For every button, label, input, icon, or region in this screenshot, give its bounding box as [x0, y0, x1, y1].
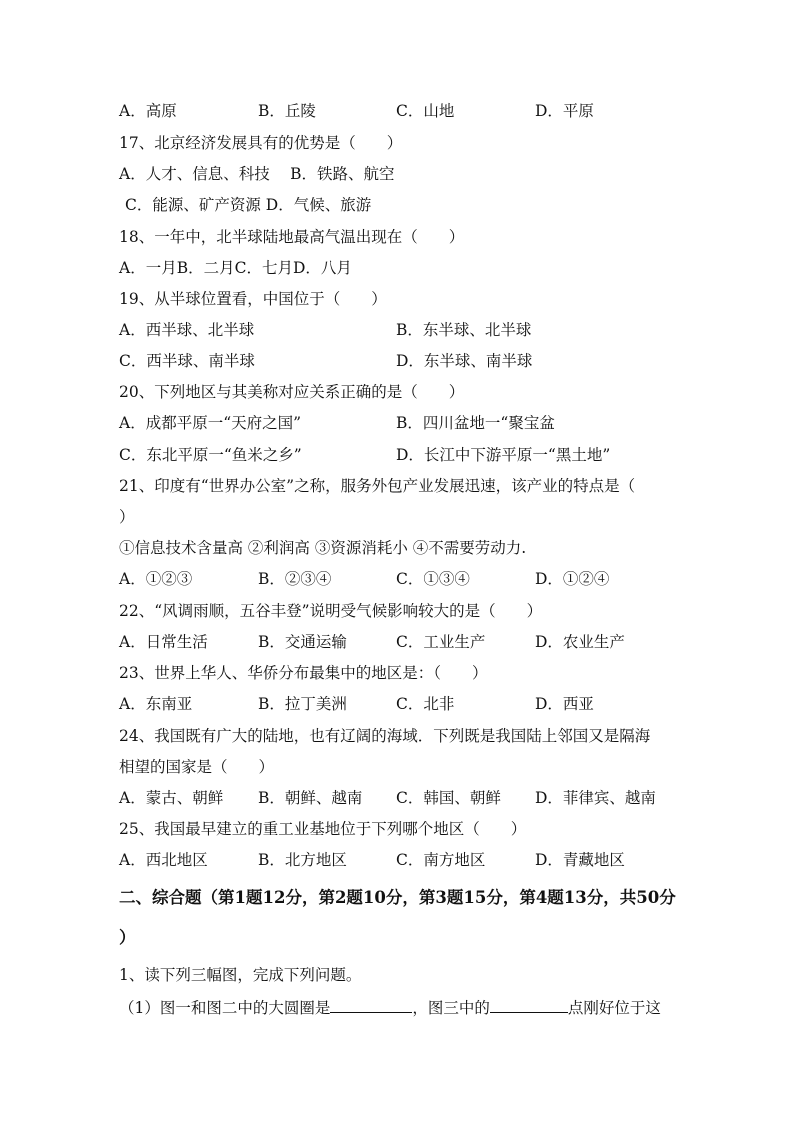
q24-option-a: A．蒙古、朝鲜 — [119, 789, 224, 807]
q24-option-c: C．韩国、朝鲜 — [396, 789, 501, 807]
q16-option-d: D．平原 — [535, 102, 594, 120]
q17-stem: 17、北京经济发展具有的优势是（ ） — [119, 134, 403, 152]
q22-option-c: C．工业生产 — [396, 633, 486, 651]
q21-option-b: B．②③④ — [258, 570, 332, 588]
q21-items: ①信息技术含量高 ②利润高 ③资源消耗小 ④不需要劳动力. — [119, 539, 527, 557]
q20-option-d: D．长江中下游平原一“黑土地” — [396, 446, 611, 464]
q19-stem: 19、从半球位置看，中国位于（ ） — [119, 290, 387, 308]
part1-text-b: ，图三中的 — [412, 999, 490, 1017]
answer-blank-2[interactable] — [490, 996, 568, 1013]
q24-option-b: B．朝鲜、越南 — [258, 789, 363, 807]
part1-text-c: 点刚好位于这 — [567, 999, 661, 1017]
q17-options-cd: C．能源、矿产资源 D．气候、旅游 — [125, 196, 372, 214]
q19-option-a: A．西半球、北半球 — [119, 321, 255, 339]
q24-stem: 24、我国既有广大的陆地，也有辽阔的海域．下列既是我国陆上邻国又是隔海 — [119, 727, 651, 745]
q16-option-c: C．山地 — [396, 102, 455, 120]
q22-option-b: B．交通运输 — [258, 633, 347, 651]
q22-option-a: A．日常生活 — [119, 633, 208, 651]
q24-stem-cont: 相望的国家是（ ） — [119, 758, 275, 776]
q25-stem: 25、我国最早建立的重工业基地位于下列哪个地区（ ） — [119, 820, 527, 838]
q21-option-c: C．①③④ — [396, 570, 470, 588]
answer-blank-1[interactable] — [330, 996, 412, 1013]
q20-option-b: B．四川盆地一“聚宝盆 — [396, 414, 555, 432]
section-2-title-cont: ） — [119, 928, 136, 947]
q16-option-a: A．高原 — [119, 102, 177, 120]
q23-option-a: A．东南亚 — [119, 695, 193, 713]
q25-option-a: A．西北地区 — [119, 851, 208, 869]
section-2-title: 二、综合题（第1题12分，第2题10分，第3题15分，第4题13分，共50分 — [119, 888, 676, 907]
q23-option-d: D．西亚 — [535, 695, 594, 713]
composite-q1-part1 — [119, 996, 661, 1016]
q21-option-d: D．①②④ — [535, 570, 610, 588]
part1-text-a: （1）图一和图二中的大圆圈是 — [119, 999, 331, 1017]
q19-option-b: B．东半球、北半球 — [396, 321, 532, 339]
q25-option-d: D．青藏地区 — [535, 851, 625, 869]
q21-stem-cont: ） — [119, 508, 135, 526]
q22-stem: 22、“风调雨顺，五谷丰登”说明受气候影响较大的是（ ） — [119, 602, 543, 620]
q23-stem: 23、世界上华人、华侨分布最集中的地区是：（ ） — [119, 664, 488, 682]
q20-option-a: A．成都平原一“天府之国” — [119, 414, 302, 432]
composite-q1-stem: 1、读下列三幅图，完成下列问题。 — [119, 966, 362, 984]
q21-stem: 21、印度有“世界办公室”之称，服务外包产业发展迅速，该产业的特点是（ — [119, 477, 636, 495]
q22-option-d: D．农业生产 — [535, 633, 625, 651]
q23-option-b: B．拉丁美洲 — [258, 695, 347, 713]
q20-option-c: C．东北平原一“鱼米之乡” — [119, 446, 302, 464]
q21-option-a: A．①②③ — [119, 570, 193, 588]
q24-option-d: D．菲律宾、越南 — [535, 789, 656, 807]
q20-stem: 20、下列地区与其美称对应关系正确的是（ ） — [119, 383, 465, 401]
q19-option-d: D．东半球、南半球 — [396, 352, 533, 370]
q17-options-ab: A．人才、信息、科技 B．铁路、航空 — [119, 165, 395, 183]
q18-stem: 18、一年中，北半球陆地最高气温出现在（ ） — [119, 228, 465, 246]
q19-option-c: C．西半球、南半球 — [119, 352, 255, 370]
q18-options: A．一月B．二月C．七月D．八月 — [119, 259, 352, 277]
q25-option-b: B．北方地区 — [258, 851, 347, 869]
q23-option-c: C．北非 — [396, 695, 455, 713]
q16-option-b: B．丘陵 — [258, 102, 316, 120]
q25-option-c: C．南方地区 — [396, 851, 486, 869]
